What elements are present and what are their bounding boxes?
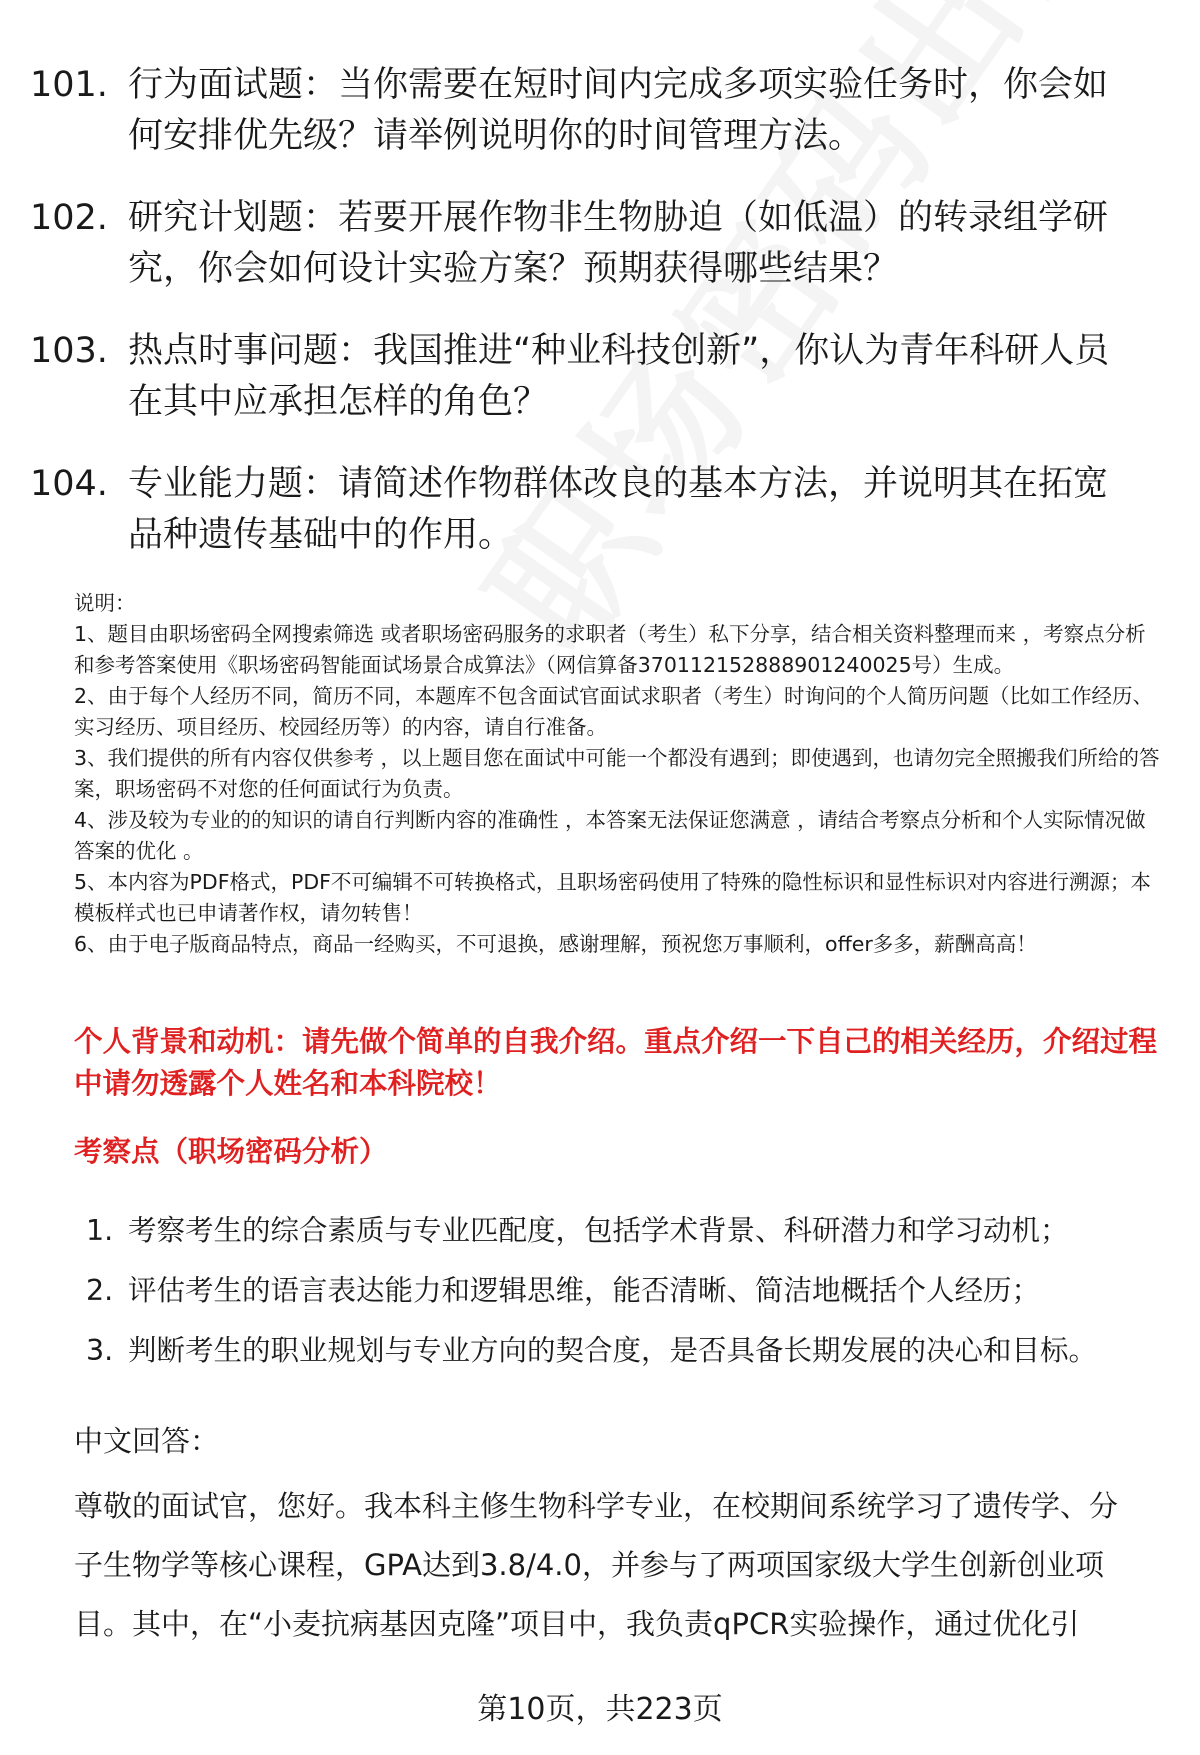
point-number: 3. [86,1334,114,1367]
point-text: 考察考生的综合素质与专业匹配度，包括学术背景、科研潜力和学习动机； [128,1214,1069,1247]
note-item: 2、由于每个人经历不同，简历不同，本题库不包含面试官面试求职者（考生）时询问的个人简历问题（比如工作经历、实习经历、项目经历、校园经历等）的内容，请自行准备。 [74,684,1154,739]
analysis-point [86,1330,1166,1372]
answer-text: 尊敬的面试官，您好。我本科主修生物科学专业，在校期间系统学习了遗传学、分子生物学等核心课程，GPA达到3.8/4.0，并参与了两项国家级大学生创新创业项目。其中，在“小麦抗病基因克隆”项目中，我负责qPCR实验操作，通过优化引 [74,1489,1119,1641]
question-text: 专业能力题：请简述作物群体改良的基本方法，并说明其在拓宽品种遗传基础中的作用。 [128,464,1109,555]
question-text: 研究计划题：若要开展作物非生物胁迫（如低温）的转录组学研究，你会如何设计实验方案？预期获得哪些结果？ [128,198,1109,289]
note-item: 3、我们提供的所有内容仅供参考 ，以上题目您在面试中可能一个都没有遇到；即使遇到，也请勿完全照搬我们所给的答案，职场密码不对您的任何面试行为负责。 [74,746,1160,801]
note-item: 5、本内容为PDF格式，PDF不可编辑不可转换格式，且职场密码使用了特殊的隐性标识和显性标识对内容进行溯源；本模板样式也已申请著作权，请勿转售！ [74,870,1151,925]
analysis-point [86,1210,1166,1252]
point-number: 1. [86,1214,114,1247]
question-text: 行为面试题：当你需要在短时间内完成多项实验任务时，你会如何安排优先级？请举例说明你的时间管理方法。 [128,65,1109,156]
analysis-title: 考察点（职场密码分析） [74,1135,388,1168]
analysis-points [86,1210,1166,1390]
note-item: 1、题目由职场密码全网搜索筛选 或者职场密码服务的求职者（考生）私下分享，结合相关资料整理而来 ，考察点分析和参考答案使用《职场密码智能面试场景合成算法》（网信算备370112152888901240025号）生成。 [74,622,1146,677]
question-item [30,60,1140,162]
page-footer: 第10页，共223页 [477,1692,723,1727]
question-text: 热点时事问题：我国推进“种业科技创新”，你认为青年科研人员在其中应承担怎样的角色？ [128,331,1110,422]
note-item: 4、涉及较为专业的的知识的请自行判断内容的准确性 ，本答案无法保证您满意 ，请结合考察点分析和个人实际情况做答案的优化 。 [74,808,1146,863]
point-text: 判断考生的职业规划与专业方向的契合度，是否具备长期发展的决心和目标。 [128,1334,1098,1367]
answer-label: 中文回答： [74,1424,220,1458]
question-item [30,326,1140,428]
question-list [30,60,1140,592]
notes-heading: 说明： [74,591,136,615]
question-item [30,459,1140,561]
point-text: 评估考生的语言表达能力和逻辑思维，能否清晰、简洁地概括个人经历； [128,1274,1041,1307]
question-number: 103. [30,331,108,371]
question-item [30,193,1140,295]
question-number: 102. [30,198,108,238]
question-number: 101. [30,65,108,105]
intro-question-title: 个人背景和动机：请先做个简单的自我介绍。重点介绍一下自己的相关经历，介绍过程中请勿透露个人姓名和本科院校！ [74,1025,1158,1100]
notes-section [74,588,1160,960]
note-item: 6、由于电子版商品特点，商品一经购买，不可退换，感谢理解，预祝您万事顺利，offer多多，薪酬高高！ [74,932,1037,956]
question-number: 104. [30,464,108,504]
analysis-point [86,1270,1166,1312]
point-number: 2. [86,1274,114,1307]
